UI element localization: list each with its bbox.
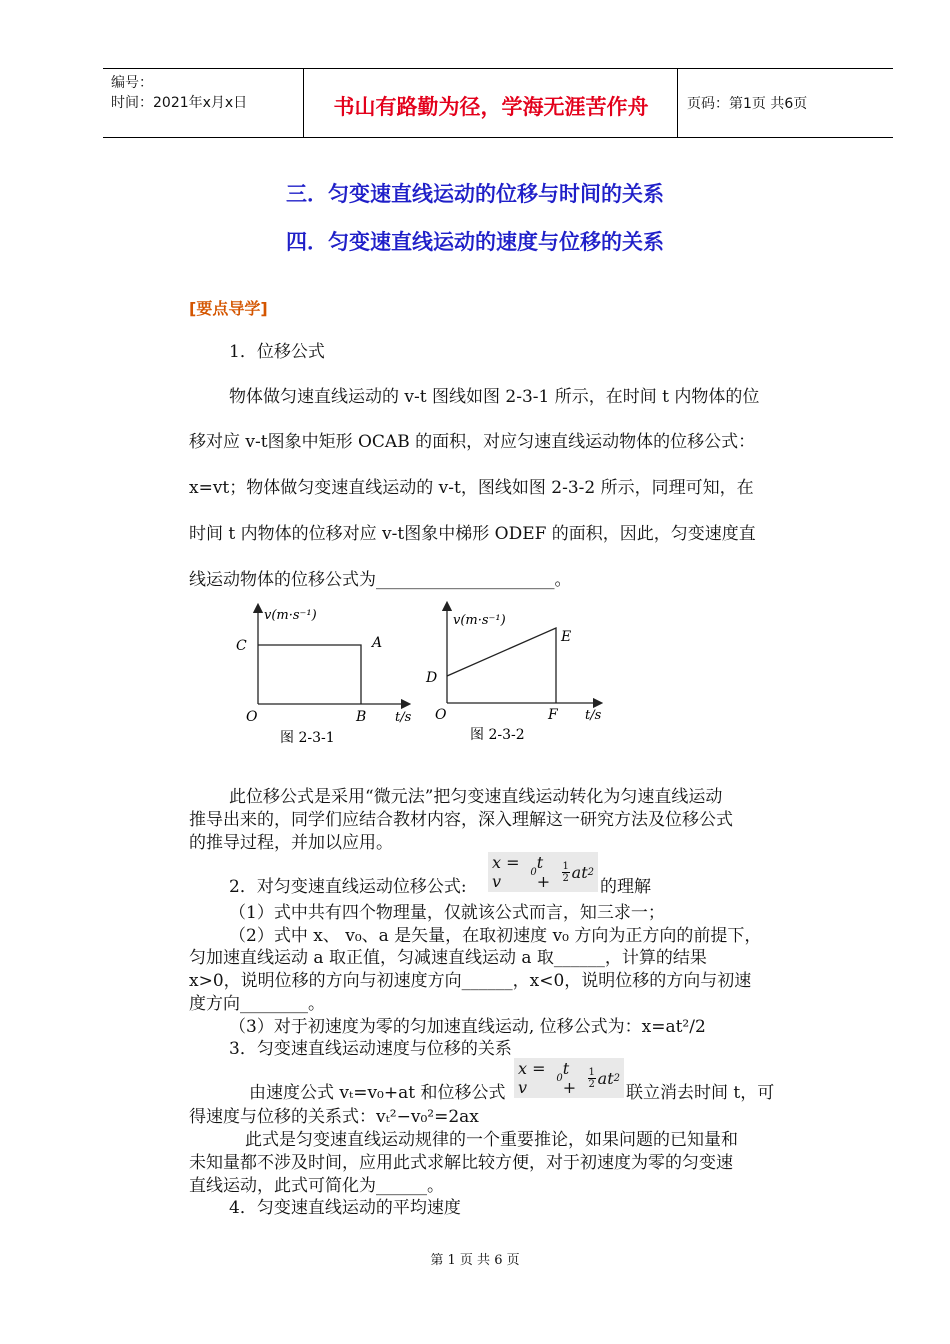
title-1: 三．匀变速直线运动的位移与时间的关系	[286, 182, 664, 206]
figure-caption: 图 2-3-2	[470, 727, 525, 743]
trapezoid-odef	[447, 628, 556, 703]
heading-2-suffix: 的理解	[600, 877, 651, 897]
formula-part: at	[597, 1068, 614, 1088]
paragraph-line: 推导出来的，同学们应结合教材内容，深入理解这一研究方法及位移公式	[189, 810, 733, 830]
paragraph-line: 联立消去时间 t，可	[626, 1083, 775, 1103]
t-axis-label: t/s	[395, 710, 412, 725]
paragraph-line: 度方向________。	[189, 994, 325, 1014]
paragraph-line: 时间 t 内物体的位移对应 v-t图象中梯形 ODEF 的面积，因此，匀变速度直	[189, 524, 756, 544]
paragraph-line: x=vt；物体做匀变速直线运动的 v-t，图线如图 2-3-2 所示，同理可知，在	[189, 478, 754, 498]
formula-part: 2	[587, 866, 594, 878]
formula-part: t +	[562, 1059, 577, 1097]
header-meta	[111, 73, 247, 113]
formula-part: 0	[556, 1072, 563, 1084]
header-divider	[677, 69, 678, 137]
paragraph-line: 由速度公式 vₜ=v₀+at 和位移公式	[249, 1083, 506, 1103]
formula-part: x = v	[518, 1059, 546, 1097]
formula-part: x = v	[492, 853, 520, 891]
header-divider	[303, 69, 304, 137]
header-table	[103, 68, 893, 138]
header-page-info: 页码：第1页 共6页	[687, 96, 808, 112]
paragraph-line: 此位移公式是采用“微元法”把匀变速直线运动转化为匀速直线运动	[229, 787, 723, 807]
heading-3: 3．匀变速直线运动速度与位移的关系	[229, 1039, 512, 1059]
paragraph-line: 线运动物体的位移公式为_____________________。	[189, 570, 572, 590]
figure-caption: 图 2-3-1	[280, 730, 335, 746]
title-2: 四．匀变速直线运动的速度与位移的关系	[286, 230, 664, 254]
header-motto: 书山有路勤为径，学海无涯苦作舟	[333, 95, 649, 119]
heading-1: 1．位移公式	[229, 342, 325, 362]
heading-2: 2．对匀变速直线运动位移公式:	[229, 877, 467, 897]
formula-part: at	[571, 862, 588, 882]
paragraph-line: （2）式中 x、 v₀、a 是矢量，在取初速度 v₀ 方向为正方向的前提下，	[229, 926, 762, 946]
displacement-formula	[488, 852, 598, 892]
paragraph-line: 的推导过程，并加以应用。	[189, 833, 393, 853]
fraction	[562, 861, 570, 884]
formula-part: 2	[588, 1078, 595, 1090]
rectangle-ocab	[258, 645, 361, 704]
formula-part: 2	[562, 872, 569, 884]
heading-4: 4．匀变速直线运动的平均速度	[229, 1198, 461, 1218]
point-d-label: D	[426, 670, 438, 686]
formula-part: 1	[562, 860, 569, 872]
date-label: 时间：2021年x月x日	[111, 95, 248, 111]
paragraph-line: （3）对于初速度为零的匀加速直线运动, 位移公式为：x=at²/2	[229, 1017, 706, 1037]
paragraph-line: 物体做匀速直线运动的 v-t 图线如图 2-3-1 所示，在时间 t 内物体的位	[229, 387, 760, 407]
formula-part: 2	[613, 1072, 620, 1084]
number-label: 编号：	[111, 75, 153, 91]
page-footer: 第 1 页 共 6 页	[430, 1253, 520, 1268]
formula-part: 1	[588, 1066, 595, 1078]
point-e-label: E	[561, 629, 572, 645]
v-axis-label: v(m·s⁻¹)	[453, 613, 506, 628]
paragraph-line: 匀加速直线运动 a 取正值，匀减速直线运动 a 取______，计算的结果	[189, 948, 707, 968]
paragraph-line: x>0，说明位移的方向与初速度方向______，x<0，说明位移的方向与初速	[189, 971, 752, 991]
origin-label: O	[246, 709, 258, 725]
point-c-label: C	[236, 638, 247, 654]
t-axis-label: t/s	[585, 708, 602, 723]
formula-part: t +	[536, 853, 551, 891]
figure-2-3-2	[420, 600, 610, 750]
paragraph-line: （1）式中共有四个物理量，仅就该公式而言，知三求一；	[229, 903, 665, 923]
paragraph-line: 直线运动，此式可简化为______。	[189, 1176, 444, 1196]
point-a-label: A	[372, 635, 383, 651]
v-axis-label: v(m·s⁻¹)	[264, 608, 317, 623]
paragraph-line: 此式是匀变速直线运动规律的一个重要推论，如果问题的已知量和	[245, 1130, 738, 1150]
fraction	[588, 1067, 596, 1090]
section-heading: [要点导学]	[189, 299, 268, 318]
paragraph-line: 未知量都不涉及时间，应用此式求解比较方便，对于初速度为零的匀变速	[189, 1153, 733, 1173]
figure-2-3-1	[230, 600, 420, 750]
paragraph-line: 得速度与位移的关系式：vₜ²−v₀²=2ax	[189, 1107, 479, 1127]
displacement-formula	[514, 1058, 624, 1098]
formula-part: 0	[530, 866, 537, 878]
point-f-label: F	[548, 707, 558, 723]
origin-label: O	[435, 707, 447, 723]
point-b-label: B	[356, 709, 367, 725]
paragraph-line: 移对应 v-t图象中矩形 OCAB 的面积，对应匀速直线运动物体的位移公式：	[189, 432, 756, 452]
